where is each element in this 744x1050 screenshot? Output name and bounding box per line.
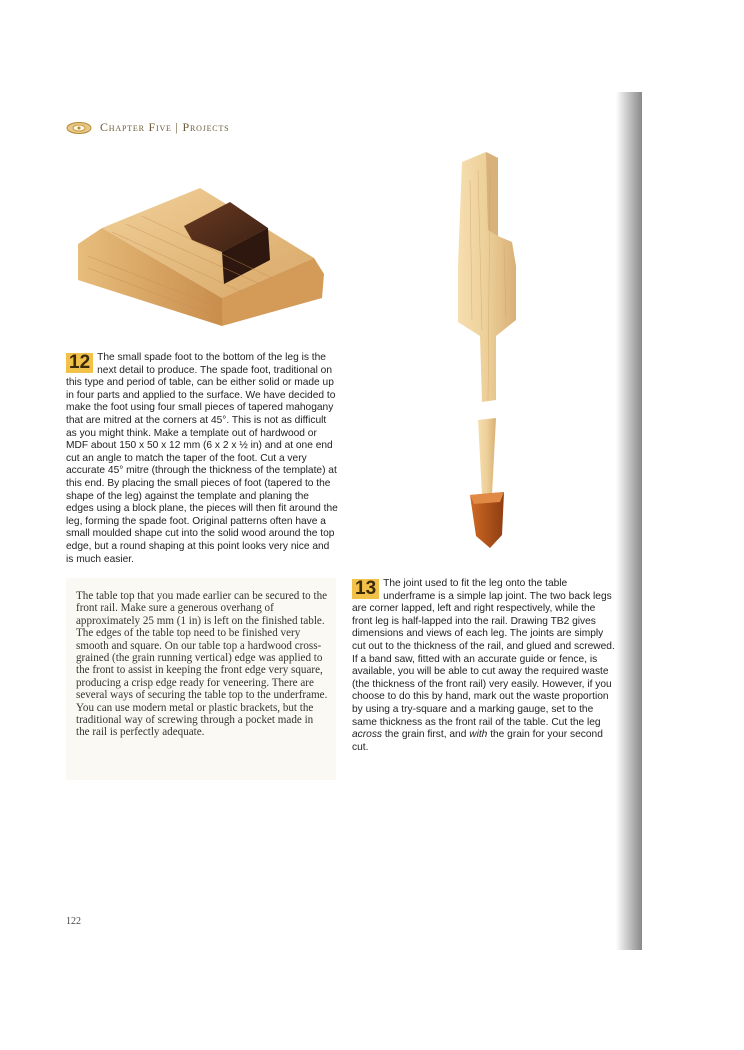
spade-foot-illustration	[72, 180, 328, 326]
step-13-emphasis-across: across	[352, 729, 383, 741]
step-12-paragraph	[66, 352, 338, 566]
chapter-header	[66, 120, 229, 135]
gear-emblem-icon	[66, 122, 92, 134]
step-13-paragraph	[352, 578, 616, 754]
chapter-title: Chapter Five | Projects	[100, 120, 230, 134]
page-number: 122	[66, 916, 81, 927]
step-13-text-b: the grain first, and	[382, 729, 470, 741]
step-number-badge: 13	[352, 579, 379, 599]
tip-sidebar	[66, 578, 336, 780]
step-13-emphasis-with: with	[469, 729, 488, 741]
sidebar-text: The table top that you made earlier can be secured to the front rail. Make sure a generous overhang of approximately 25 mm (1 in) is left on the finished table. The edges of the table top need to be finished very smooth and square. On our table top a hardwood cross-grained (the grain running vertical) edge was applied to the front to assist in keeping the front edge very square, producing a crisp edge ready for veneering. There are several ways of securing the table top to the underframe. You can use modern metal or plastic brackets, but the traditional way of screwing through a pocket made in the rail is perfectly adequate.	[76, 590, 328, 739]
step-13-text-a: The joint used to fit the leg onto the table underframe is a simple lap joint. The two back legs are corner lapped, left and right respectively, while the front leg is half-lapped into the rail. Drawing TB2 gives dimensions and views of each leg. The joints are simply cut out to the thickness of the rail, and glued and screwed. If a band saw, fitted with an accurate guide or fence, is available, you will be able to cut away the required waste (the thickness of the front rail) very easily. However, if you choose to do this by hand, mark out the waste proportion by using a try-square and a marking gauge, set to the same thickness as the front rail of the table. Cut the leg	[352, 578, 615, 728]
step-13-text-c: the grain for your second cut.	[352, 729, 603, 753]
table-leg-illustration	[452, 150, 532, 555]
step-number-badge: 12	[66, 353, 93, 373]
step-12-text: The small spade foot to the bottom of the leg is the next detail to produce. The spade foot, traditional on this type and period of table, can be either solid or made up in four parts and applied to the surface. We have decided to make the foot using four small pieces of tapered mahogany that are mitred at the corners at 45°. This is not as difficult as you might think. Make a template out of hardwood or MDF about 150 x 50 x 12 mm (6 x 2 x ½ in) and at one end cut an angle to match the taper of the foot. Cut a very accurate 45° mitre (through the thickness of the template) at this end. By placing the small pieces of foot (tapered to the shape of the leg) against the template and planing the edges using a block plane, the pieces will then fit around the leg, forming the spade foot. Original patterns often have a small moulded shape cut into the solid wood around the top edge, but a round shaping at this point looks very nice and is much easier.	[66, 352, 338, 565]
page-binding-shadow	[616, 92, 642, 950]
